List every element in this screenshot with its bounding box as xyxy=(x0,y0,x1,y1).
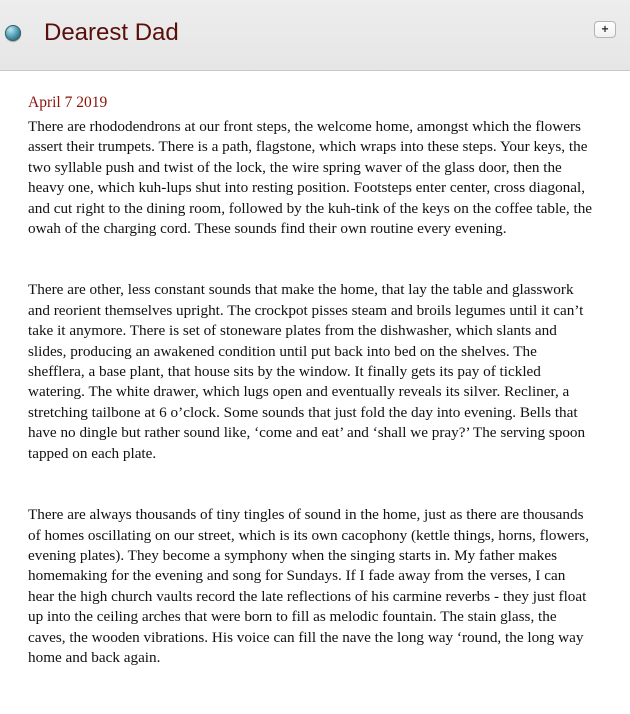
app-header xyxy=(0,0,630,71)
post-body xyxy=(28,92,594,709)
paragraph-2: There are other, less constant sounds that make the home, that lay the table and glasswork and reorient themselves upright. The crockpot pisses steam and broils legumes until it can’t take it anymore. There is set of stoneware plates from the dishwasher, which slants and slides, producing an awakened condition until put back into bed on the shelves. The shefflera, a base plant, that house sits by the window. It finally gets its pay of tickled watering. The white drawer, which lugs open and eventually reveals its silver. Recliner, a stretching tailbone at 6 o’clock. Some sounds that just fold the day into evening. Bells that have no dingle but rather sound like, ‘come and eat’ and ‘shall we pray?’ The serving spoon tapped on each plate. xyxy=(28,281,586,462)
glass-orb-icon xyxy=(5,25,21,41)
post-date: April 7 2019 xyxy=(28,94,108,111)
paragraph-1: There are rhododendrons at our front steps, the welcome home, amongst which the flowers assert their trumpets. There is a path, flagstone, which wraps into these steps. Your keys, the two syllable push and twist of the lock, the wire spring waver of the glass door, then the heavy one, which kuh-lups shut into resting position. Footsteps enter center, cross diagonal, and cut right to the dining room, followed by the kuh-tink of the keys on the coffee table, the owah of the charging cord. These sounds find their own routine every evening. xyxy=(28,118,593,238)
page-title: Dearest Dad xyxy=(44,19,179,46)
expand-button[interactable]: + xyxy=(594,21,616,38)
paragraph-3: There are always thousands of tiny tingles of sound in the home, just as there are thousands of homes oscillating on our street, which is its own cacophony (kettle things, horns, flowers, evening plates). They become a symphony when the singing starts in. My father makes homemaking for the evening and song for Sundays. If I fade away from the verses, I can hear the high church vaults record the late reflections of his carmine reverbs - they just float up into the ceiling arches that were born to fill as melodic fountain. The stain glass, the caves, the wooden vibrations. His voice can fill the nave the long way ‘round, the long way home and back again. xyxy=(28,506,589,666)
